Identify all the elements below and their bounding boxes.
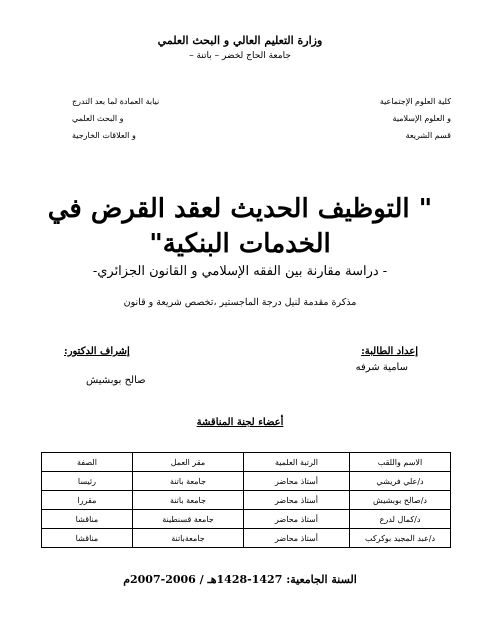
academic-year: السنة الجامعية: 1427-1428هـ / 2006-2007م bbox=[123, 573, 357, 586]
thesis-title-line-2: الخدمات البنكية" bbox=[149, 229, 331, 259]
supervisor-label: إشراف الدكتور: bbox=[64, 346, 130, 357]
cell-role: مناقشا bbox=[42, 529, 133, 548]
cell-workplace: جامعة باتنة bbox=[132, 472, 243, 491]
cell-rank: أستاذ محاضر bbox=[243, 491, 349, 510]
university-name: جامعة الحاج لخضر – باتنة – bbox=[189, 51, 291, 61]
cell-workplace: جامعة قسنطينة bbox=[132, 510, 243, 529]
cell-workplace: جامعة باتنة bbox=[132, 491, 243, 510]
column-header-name: الاسم واللقب bbox=[350, 453, 451, 472]
faculty-name: كلية العلوم الإجتماعية bbox=[379, 97, 451, 106]
table-row bbox=[42, 529, 451, 548]
cell-role: رئيسا bbox=[42, 472, 133, 491]
column-header-rank: الرتبة العلمية bbox=[243, 453, 349, 472]
student-label: إعداد الطالبة: bbox=[361, 346, 418, 357]
committee-table bbox=[41, 452, 451, 548]
column-header-role: الصفة bbox=[42, 453, 133, 472]
cell-rank: أستاذ محاضر bbox=[243, 472, 349, 491]
cell-name: د/كمال لدرع bbox=[350, 510, 451, 529]
cell-name: د/عبد المجيد بوكركب bbox=[350, 529, 451, 548]
table-header-row bbox=[42, 453, 451, 472]
cell-rank: أستاذ محاضر bbox=[243, 529, 349, 548]
table-row bbox=[42, 472, 451, 491]
thesis-subtitle: - دراسة مقارنة بين الفقه الإسلامي و القانون الجزائري- bbox=[92, 264, 388, 279]
thesis-title-line-1: " التوظيف الحديث لعقد القرض في bbox=[47, 194, 433, 224]
committee-title: أعضاء لجنة المناقشة bbox=[196, 417, 284, 428]
supervisor-name: صالح بوبشيش bbox=[86, 375, 146, 386]
cell-name: د/صالح بوبشيش bbox=[350, 491, 451, 510]
column-header-workplace: مقر العمل bbox=[132, 453, 243, 472]
cell-rank: أستاذ محاضر bbox=[243, 510, 349, 529]
memo-description: مذكرة مقدمة لنيل درجة الماجستير ،تخصص شريعة و قانون bbox=[123, 297, 357, 308]
table-row bbox=[42, 491, 451, 510]
cell-role: مقررا bbox=[42, 491, 133, 510]
dean-office-line-2: و البحث العلمي bbox=[72, 114, 124, 123]
dean-office: نيابة العمادة لما بعد التدرج bbox=[72, 97, 160, 106]
cell-name: د/علي فريشي bbox=[350, 472, 451, 491]
faculty-department-1: و العلوم الإسلامية bbox=[392, 114, 451, 123]
student-name: سامية شرفه bbox=[355, 362, 408, 373]
table-row bbox=[42, 510, 451, 529]
faculty-department-2: قسم الشريعة bbox=[405, 131, 451, 140]
dean-office-line-3: و العلاقات الخارجية bbox=[72, 131, 136, 140]
cell-role: مناقشا bbox=[42, 510, 133, 529]
ministry-name: وزارة التعليم العالي و البحث العلمي bbox=[157, 34, 323, 47]
cell-workplace: جامعةباتنة bbox=[132, 529, 243, 548]
